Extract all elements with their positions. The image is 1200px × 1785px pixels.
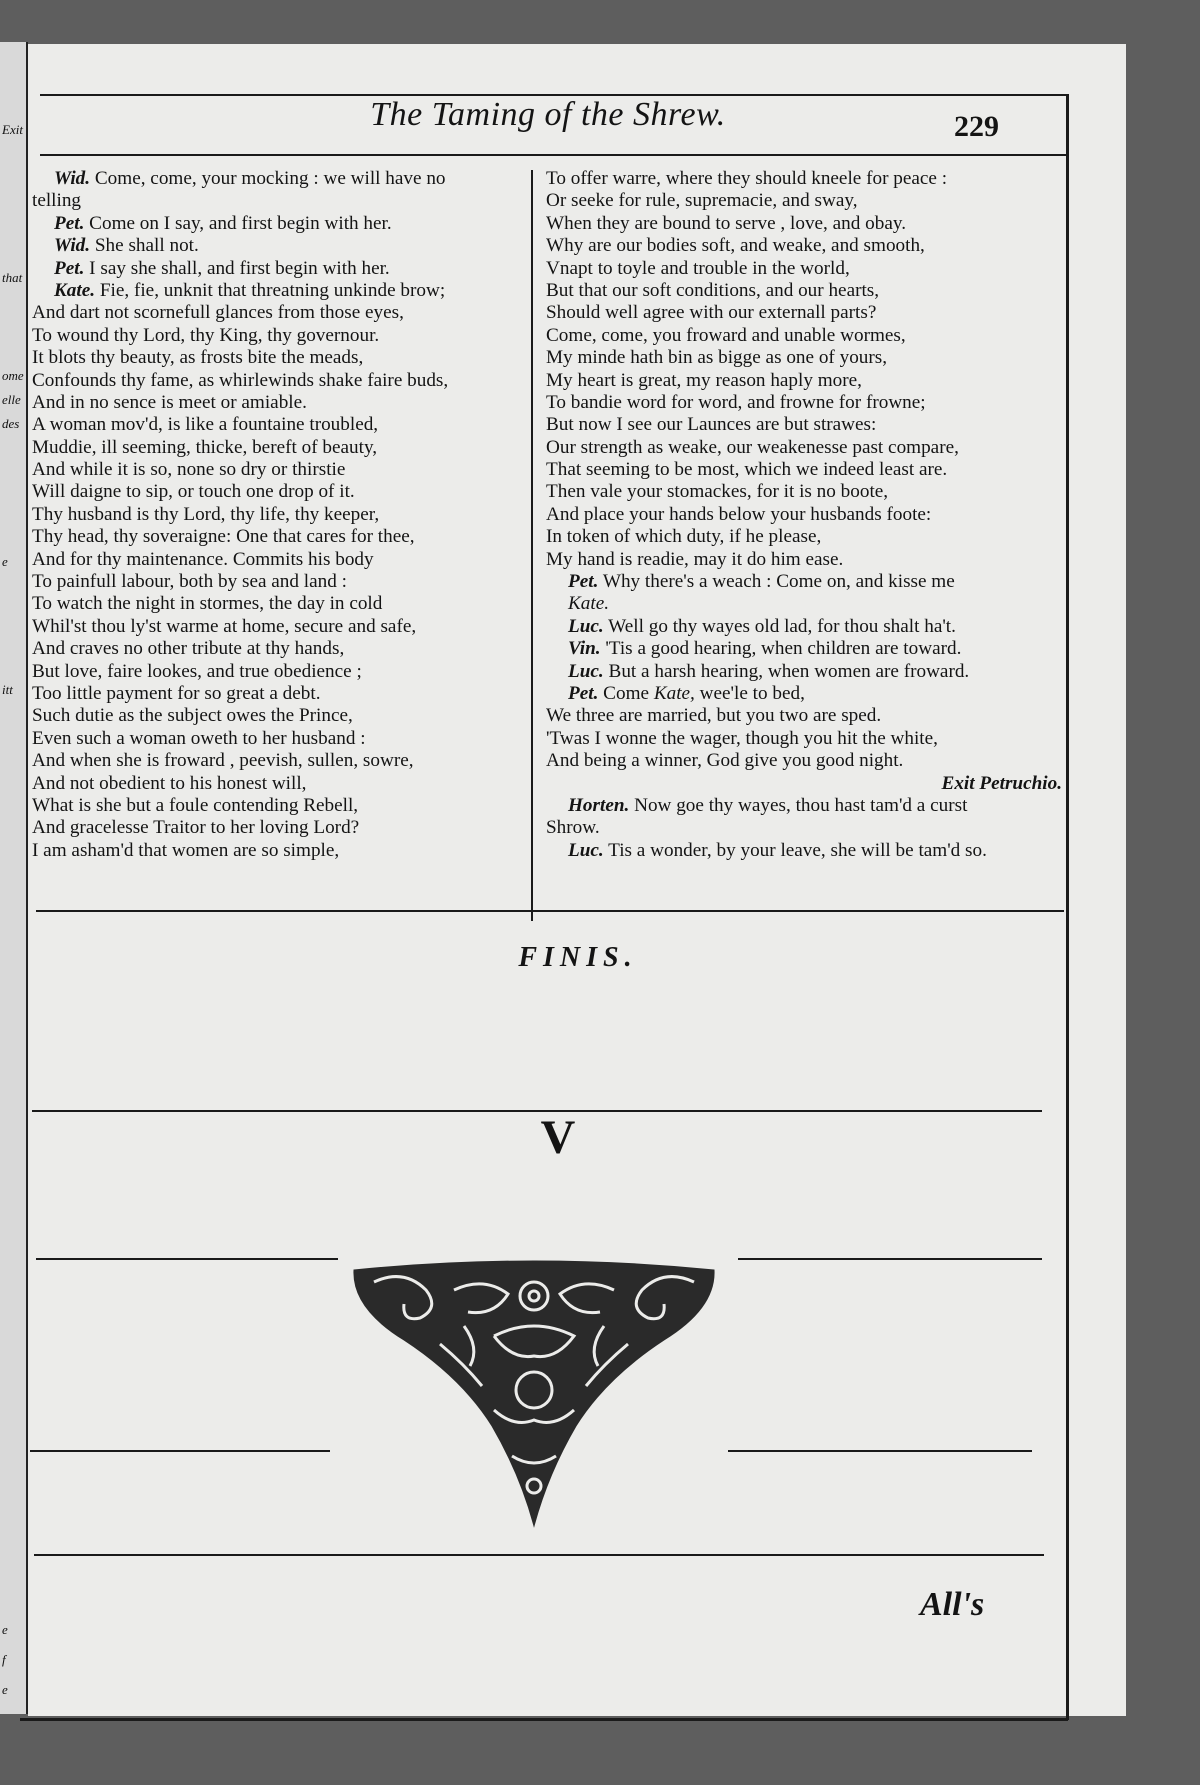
right-text-column [546, 168, 1076, 862]
text-line [546, 325, 1076, 347]
speaker-name: Wid. [54, 168, 91, 189]
speaker-name: Luc. [568, 839, 604, 861]
text-line [546, 840, 1076, 862]
page-number: 229 [954, 110, 999, 143]
verse-text: But love, faire lookes, and true obedience ; [32, 660, 362, 682]
verse-text: Why there's a weach : Come on, and kisse me [602, 571, 955, 593]
verse-text: And not obedient to his honest will, [32, 772, 307, 794]
text-line [546, 705, 1076, 727]
previous-page-edge [0, 42, 28, 1714]
verse-text: To bandie word for word, and frowne for frowne; [546, 391, 926, 413]
verse-text: Now goe thy wayes, thou hast tam'd a curst [634, 794, 968, 816]
speaker-name: Pet. [568, 682, 599, 704]
text-line [546, 571, 1076, 593]
text-line [546, 190, 1076, 212]
verse-text: A woman mov'd, is like a fountaine troubled, [32, 414, 379, 436]
previous-page-fragment: e [2, 1622, 8, 1637]
verse-text: Will daigne to sip, or touch one drop of it. [32, 481, 355, 503]
text-line [546, 168, 1076, 190]
text-line [32, 392, 532, 414]
previous-page-fragment: that [2, 270, 23, 285]
text-line [546, 280, 1076, 302]
ornament-rule-left-top [36, 1258, 338, 1260]
text-line [546, 414, 1076, 436]
previous-page-fragment: des [2, 416, 20, 431]
verse-text: Shrow. [546, 817, 600, 839]
text-line [546, 638, 1076, 660]
left-text-column [32, 168, 532, 862]
previous-page-fragment: e [2, 1682, 8, 1697]
text-line [32, 549, 532, 571]
text-line [546, 526, 1076, 548]
verse-text: Come on I say, and first begin with her. [89, 212, 392, 234]
previous-page-fragment: itt [2, 682, 13, 697]
verse-text: Come [603, 682, 650, 704]
text-line [32, 168, 532, 190]
verse-text: Why are our bodies soft, and weake, and smooth, [546, 235, 925, 257]
verse-text: And for thy maintenance. Commits his body [32, 548, 374, 570]
verse-text: It blots thy beauty, as frosts bite the meads, [32, 347, 364, 369]
speaker-name: Vin. [568, 638, 601, 660]
text-line [546, 347, 1076, 369]
header-rule [40, 154, 1068, 156]
text-line [546, 728, 1076, 750]
text-line [546, 459, 1076, 481]
text-line [546, 213, 1076, 235]
verse-text: Come, come, you froward and unable wormes, [546, 324, 906, 346]
verse-text: Should well agree with our externall parts? [546, 302, 877, 324]
text-line [546, 683, 1076, 705]
text-line [546, 616, 1076, 638]
text-line [32, 773, 532, 795]
verse-text: Confounds thy fame, as whirlewinds shake faire buds, [32, 369, 449, 391]
verse-text: Muddie, ill seeming, thicke, bereft of beauty, [32, 436, 378, 458]
text-line [32, 325, 532, 347]
verse-text: And being a winner, God give you good night. [546, 750, 904, 772]
verse-text: Too little payment for so great a debt. [32, 682, 321, 704]
text-line [32, 347, 532, 369]
stage-direction: Exit Petruchio. [941, 772, 1062, 794]
speaker-name: Pet. [54, 257, 85, 279]
text-line [32, 190, 532, 212]
text-line [32, 705, 532, 727]
verse-text: Our strength as weake, our weakenesse past compare, [546, 436, 959, 458]
speaker-name: Luc. [568, 660, 604, 682]
verse-text: I say she shall, and first begin with her. [89, 257, 390, 279]
verse-text: To painfull labour, both by sea and land : [32, 571, 347, 593]
verse-text: Then vale your stomackes, for it is no boote, [546, 481, 889, 503]
verse-text: Such dutie as the subject owes the Prince, [32, 705, 353, 727]
verse-text: To wound thy Lord, thy King, thy governour. [32, 324, 380, 346]
text-line [32, 302, 532, 324]
verse-text: And in no sence is meet or amiable. [32, 391, 307, 413]
text-line [546, 549, 1076, 571]
signature-mark: V [540, 1111, 576, 1164]
text-line [32, 616, 532, 638]
text-line [32, 795, 532, 817]
text-line [32, 661, 532, 683]
previous-page-fragment: Exit [2, 122, 23, 137]
character-name: Kate, [653, 682, 695, 704]
verse-text: 'Twas I wonne the wager, though you hit the white, [546, 727, 938, 749]
verse-text: Or seeke for rule, supremacie, and sway, [546, 190, 858, 212]
verse-text: Come, come, your mocking : we will have no [94, 168, 446, 189]
verse-text: 'Tis a good hearing, when children are toward. [605, 638, 962, 660]
text-line [546, 750, 1076, 772]
tailpiece-ornament [344, 1260, 724, 1530]
text-line [32, 370, 532, 392]
verse-text: She shall not. [94, 235, 199, 257]
frame-bottom-rule [20, 1718, 1068, 1721]
verse-text: When they are bound to serve , love, and obay. [546, 212, 906, 234]
text-line [546, 235, 1076, 257]
previous-page-fragment: e [2, 554, 8, 569]
verse-text: My minde hath bin as bigge as one of yours, [546, 347, 888, 369]
text-line [546, 773, 1076, 795]
verse-text: And place your hands below your husbands foote: [546, 503, 932, 525]
verse-text: My heart is great, my reason haply more, [546, 369, 862, 391]
text-line [546, 392, 1076, 414]
speaker-name: Luc. [568, 615, 604, 637]
text-line [32, 840, 532, 862]
text-line [32, 258, 532, 280]
text-line [32, 280, 532, 302]
previous-page-fragment: elle [2, 392, 21, 407]
verse-text: Whil'st thou ly'st warme at home, secure and safe, [32, 615, 417, 637]
speaker-name: Wid. [54, 235, 91, 257]
verse-text: Even such a woman oweth to her husband : [32, 727, 366, 749]
text-line [546, 302, 1076, 324]
finis-heading: FINIS. [518, 942, 638, 973]
verse-text: Vnapt to toyle and trouble in the world, [546, 257, 850, 279]
ornament-rule-right-top [738, 1258, 1042, 1260]
text-line [32, 817, 532, 839]
text-line [546, 504, 1076, 526]
text-line [32, 683, 532, 705]
ornament-rule-left-bottom [30, 1450, 330, 1452]
character-name: Kate. [568, 593, 610, 615]
speaker-name: Horten. [568, 794, 630, 816]
verse-text: But a harsh hearing, when women are froward. [608, 660, 970, 682]
catchword: All's [920, 1586, 985, 1623]
verse-text: I am asham'd that women are so simple, [32, 839, 340, 861]
verse-text: Thy head, thy soveraigne: One that cares for thee, [32, 526, 415, 548]
verse-text: Well go thy wayes old lad, for thou shalt ha't. [608, 615, 956, 637]
verse-text: In token of which duty, if he please, [546, 526, 822, 548]
previous-page-fragment: ome [2, 368, 24, 383]
verse-text: To offer warre, where they should kneele for peace : [546, 168, 948, 189]
verse-text: And when she is froward , peevish, sullen, sowre, [32, 750, 414, 772]
verse-text: wee'le to bed, [699, 682, 805, 704]
text-line [32, 571, 532, 593]
text-line [32, 526, 532, 548]
verse-text: What is she but a foule contending Rebell, [32, 794, 359, 816]
previous-page-fragment: f [2, 1652, 6, 1667]
book-page [28, 44, 1126, 1716]
speaker-name: Pet. [568, 571, 599, 593]
column-divider [531, 170, 533, 921]
verse-text: We three are married, but you two are sped. [546, 705, 882, 727]
text-line [546, 370, 1076, 392]
speaker-name: Kate. [54, 279, 96, 301]
speaker-name: Pet. [54, 212, 85, 234]
lower-decor-rule [34, 1554, 1044, 1556]
verse-text: Thy husband is thy Lord, thy life, thy keeper, [32, 503, 380, 525]
text-line [32, 213, 532, 235]
text-end-rule [36, 910, 1064, 912]
text-line [32, 638, 532, 660]
text-line [546, 817, 1076, 839]
running-title: The Taming of the Shrew. [370, 96, 726, 133]
verse-text: But now I see our Launces are but strawes: [546, 414, 877, 436]
verse-text: telling [32, 190, 82, 212]
text-line [546, 593, 1076, 615]
text-line [546, 795, 1076, 817]
verse-text: And craves no other tribute at thy hands, [32, 638, 345, 660]
text-line [32, 593, 532, 615]
verse-text: And while it is so, none so dry or thirstie [32, 459, 346, 481]
text-line [546, 661, 1076, 683]
text-line [32, 414, 532, 436]
verse-text: To watch the night in stormes, the day in cold [32, 593, 383, 615]
text-line [32, 750, 532, 772]
verse-text: And gracelesse Traitor to her loving Lord? [32, 817, 360, 839]
verse-text: My hand is readie, may it do him ease. [546, 548, 844, 570]
ornament-rule-right-bottom [728, 1450, 1032, 1452]
text-line [32, 459, 532, 481]
verse-text: And dart not scornefull glances from those eyes, [32, 302, 404, 324]
verse-text: Tis a wonder, by your leave, she will be tam'd so. [608, 839, 987, 861]
text-line [32, 728, 532, 750]
verse-text: But that our soft conditions, and our hearts, [546, 279, 880, 301]
verse-text: That seeming to be most, which we indeed least are. [546, 459, 948, 481]
text-line [546, 481, 1076, 503]
verse-text: Fie, fie, unknit that threatning unkinde brow; [99, 279, 446, 301]
text-line [32, 481, 532, 503]
text-line [32, 235, 532, 257]
text-line [546, 437, 1076, 459]
text-line [32, 504, 532, 526]
text-line [32, 437, 532, 459]
text-line [546, 258, 1076, 280]
